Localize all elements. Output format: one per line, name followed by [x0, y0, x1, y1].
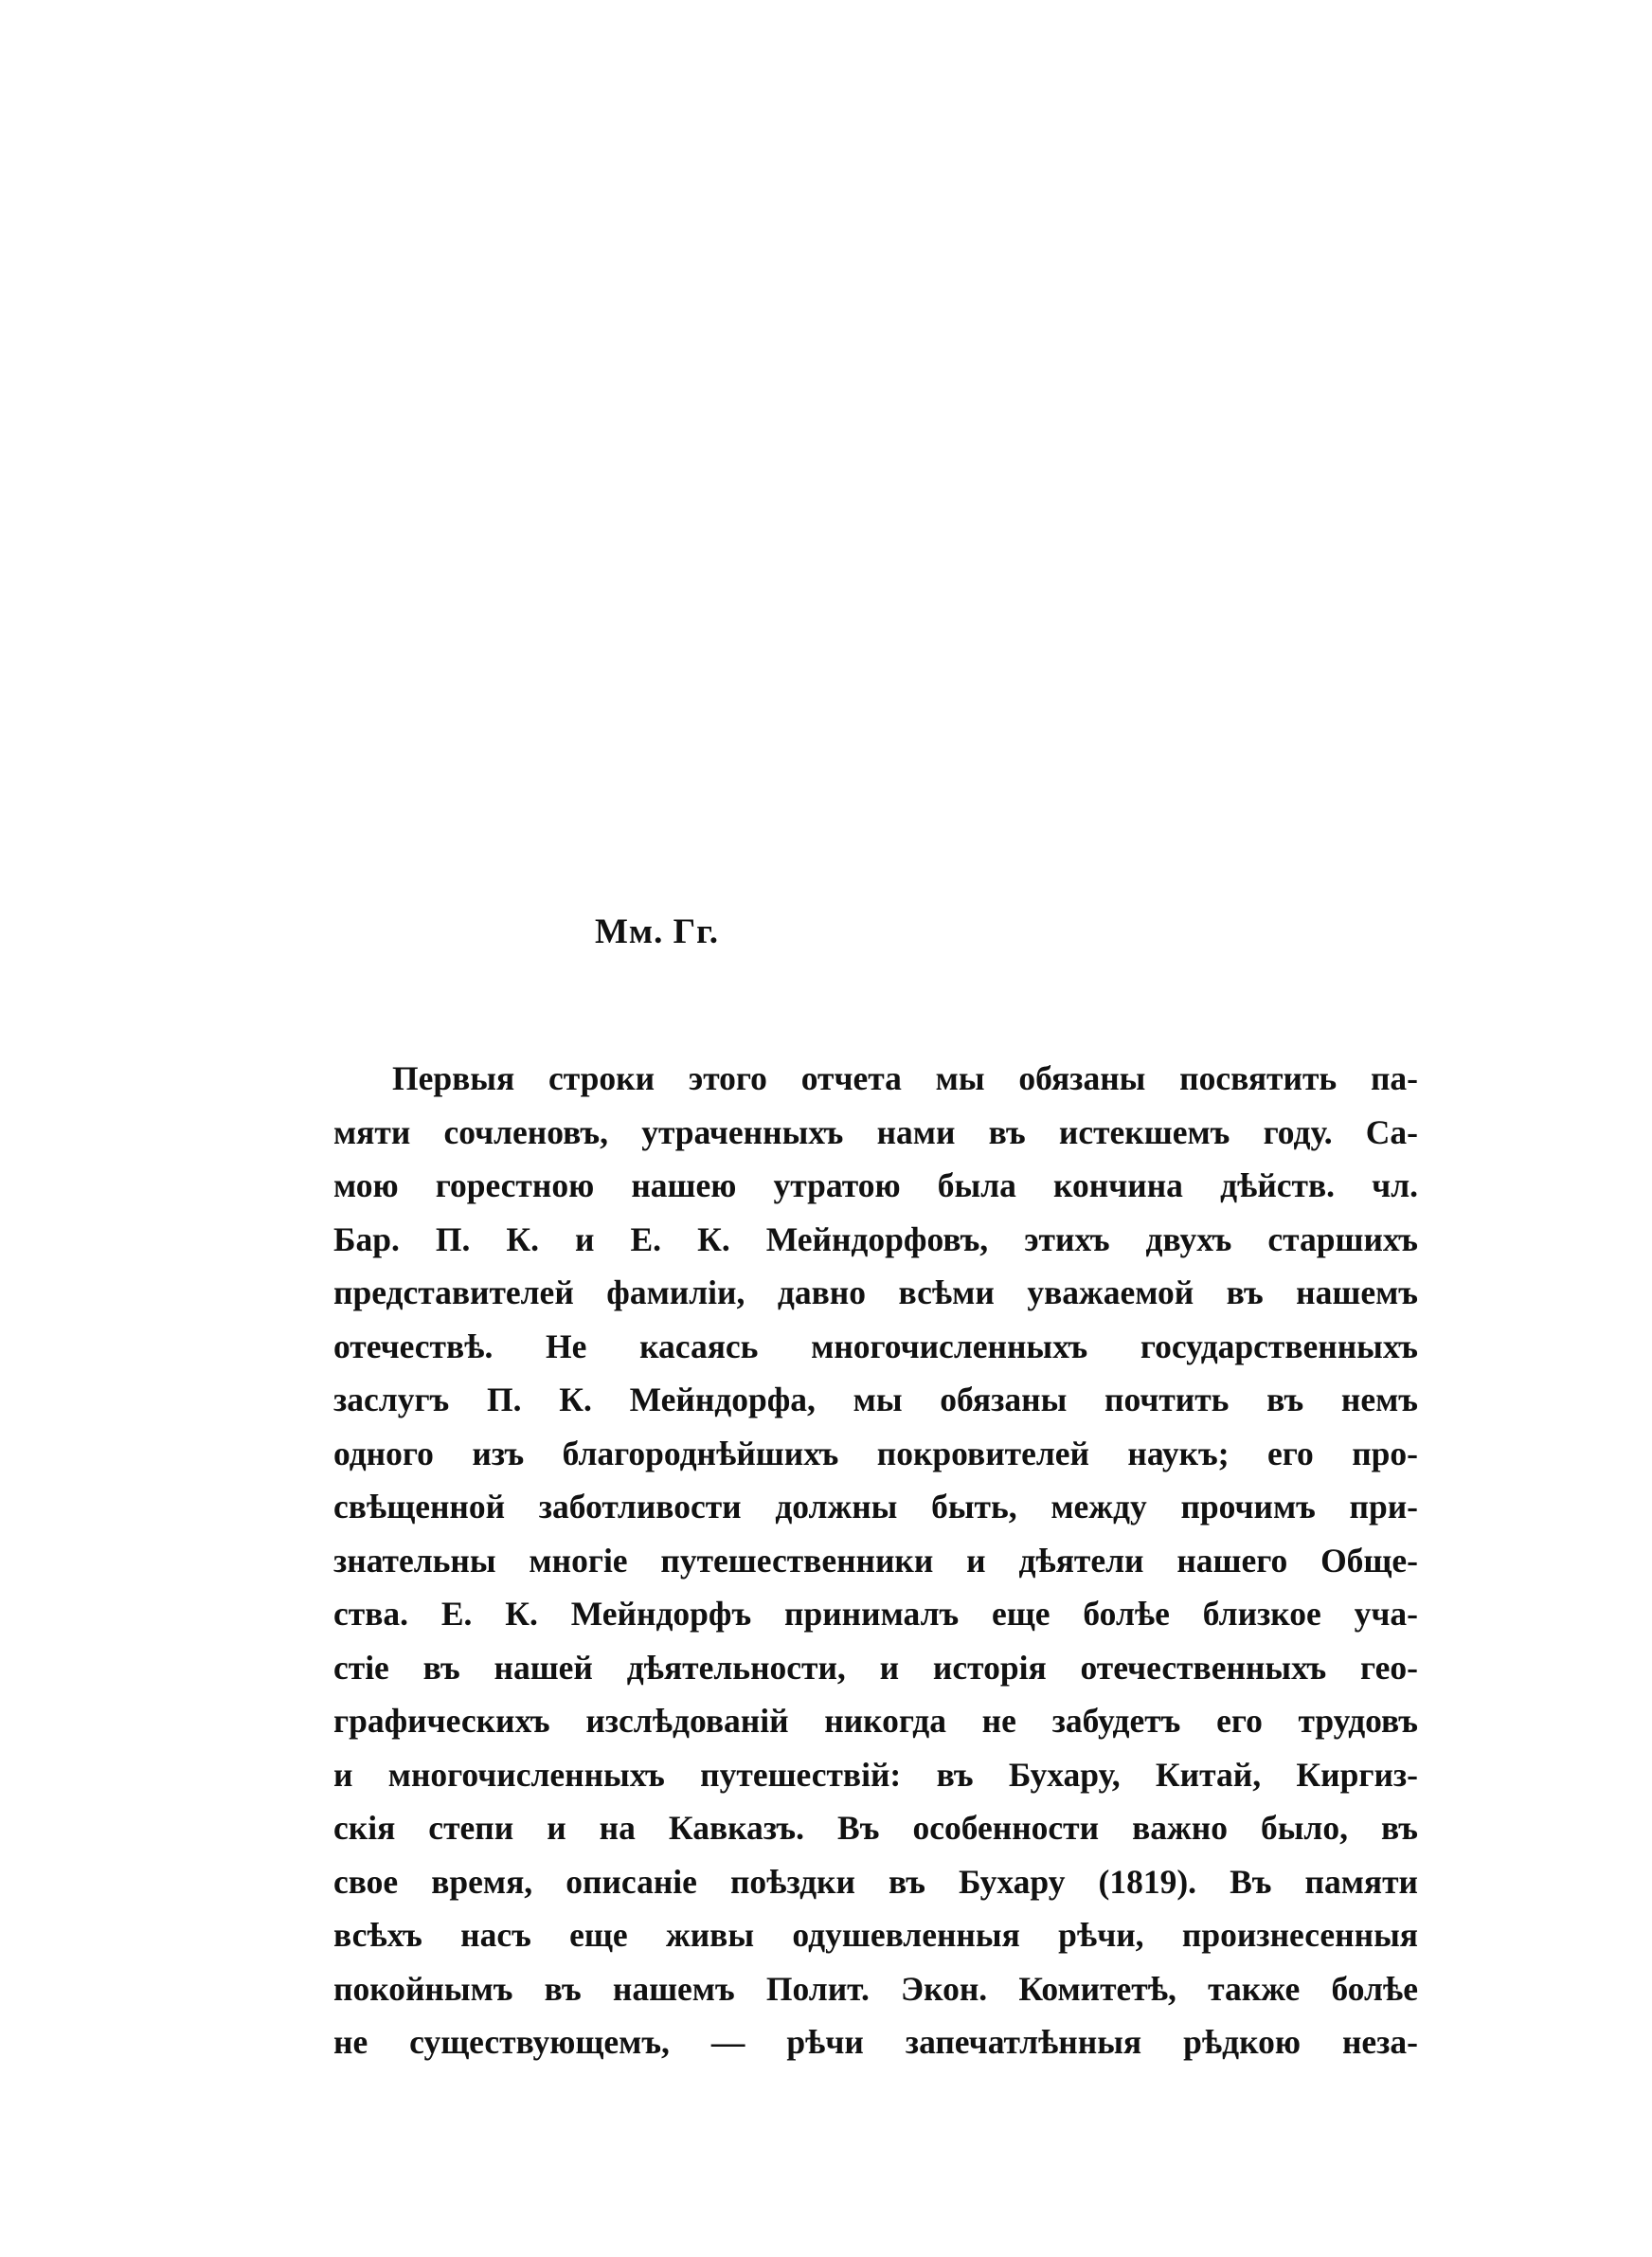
body-paragraph	[333, 1052, 1418, 2069]
text-line: свѣщенной заботливости должны быть, между прочимъ при-	[333, 1488, 1418, 1526]
text-line: одного изъ благороднѣйшихъ покровителей наукъ; его про-	[333, 1434, 1418, 1472]
text-line: покойнымъ въ нашемъ Полит. Экон. Комитетѣ, также болѣе	[333, 1969, 1418, 2008]
text-line: и многочисленныхъ путешествій: въ Бухару, Китай, Киргиз-	[333, 1755, 1418, 1794]
text-line: знательны многіе путешественники и дѣятели нашего Обще-	[333, 1541, 1418, 1580]
text-line: заслугъ П. К. Мейндорфа, мы обязаны почтить въ немъ	[333, 1381, 1418, 1418]
text-line: ства. Е. К. Мейндорфъ принималъ еще болѣе близкое уча-	[333, 1595, 1418, 1633]
text-line: Бар. П. К. и Е. К. Мейндорфовъ, этихъ двухъ старшихъ	[333, 1219, 1418, 1258]
text-line: стіе въ нашей дѣятельности, и исторія отечественныхъ гео-	[333, 1648, 1418, 1687]
text-line: мяти сочленовъ, утраченныхъ нами въ истекшемъ году. Са-	[333, 1112, 1418, 1151]
text-line: графическихъ изслѣдованій никогда не забудетъ его трудовъ	[333, 1702, 1418, 1740]
text-line: мою горестною нашею утратою была кончина дѣйств. чл.	[333, 1166, 1418, 1204]
text-line: всѣхъ насъ еще живы одушевленныя рѣчи, произнесенныя	[333, 1916, 1418, 1954]
text-line: скія степи и на Кавказъ. Въ особенности важно было, въ	[333, 1809, 1418, 1847]
text-line: представителей фамиліи, давно всѣми уважаемой въ нашемъ	[333, 1273, 1418, 1311]
text-line: не существующемъ, — рѣчи запечатлѣнныя рѣдкою неза-	[333, 2023, 1418, 2061]
text-line: отечествѣ. Не касаясь многочисленныхъ государственныхъ	[333, 1327, 1418, 1365]
text-line: Первыя строки этого отчета мы обязаны посвятить па-	[392, 1059, 1418, 1097]
text-line: свое время, описаніе поѣздки въ Бухару (1819). Въ памяти	[333, 1862, 1418, 1901]
salutation-heading: Мм. Гг.	[595, 912, 720, 951]
